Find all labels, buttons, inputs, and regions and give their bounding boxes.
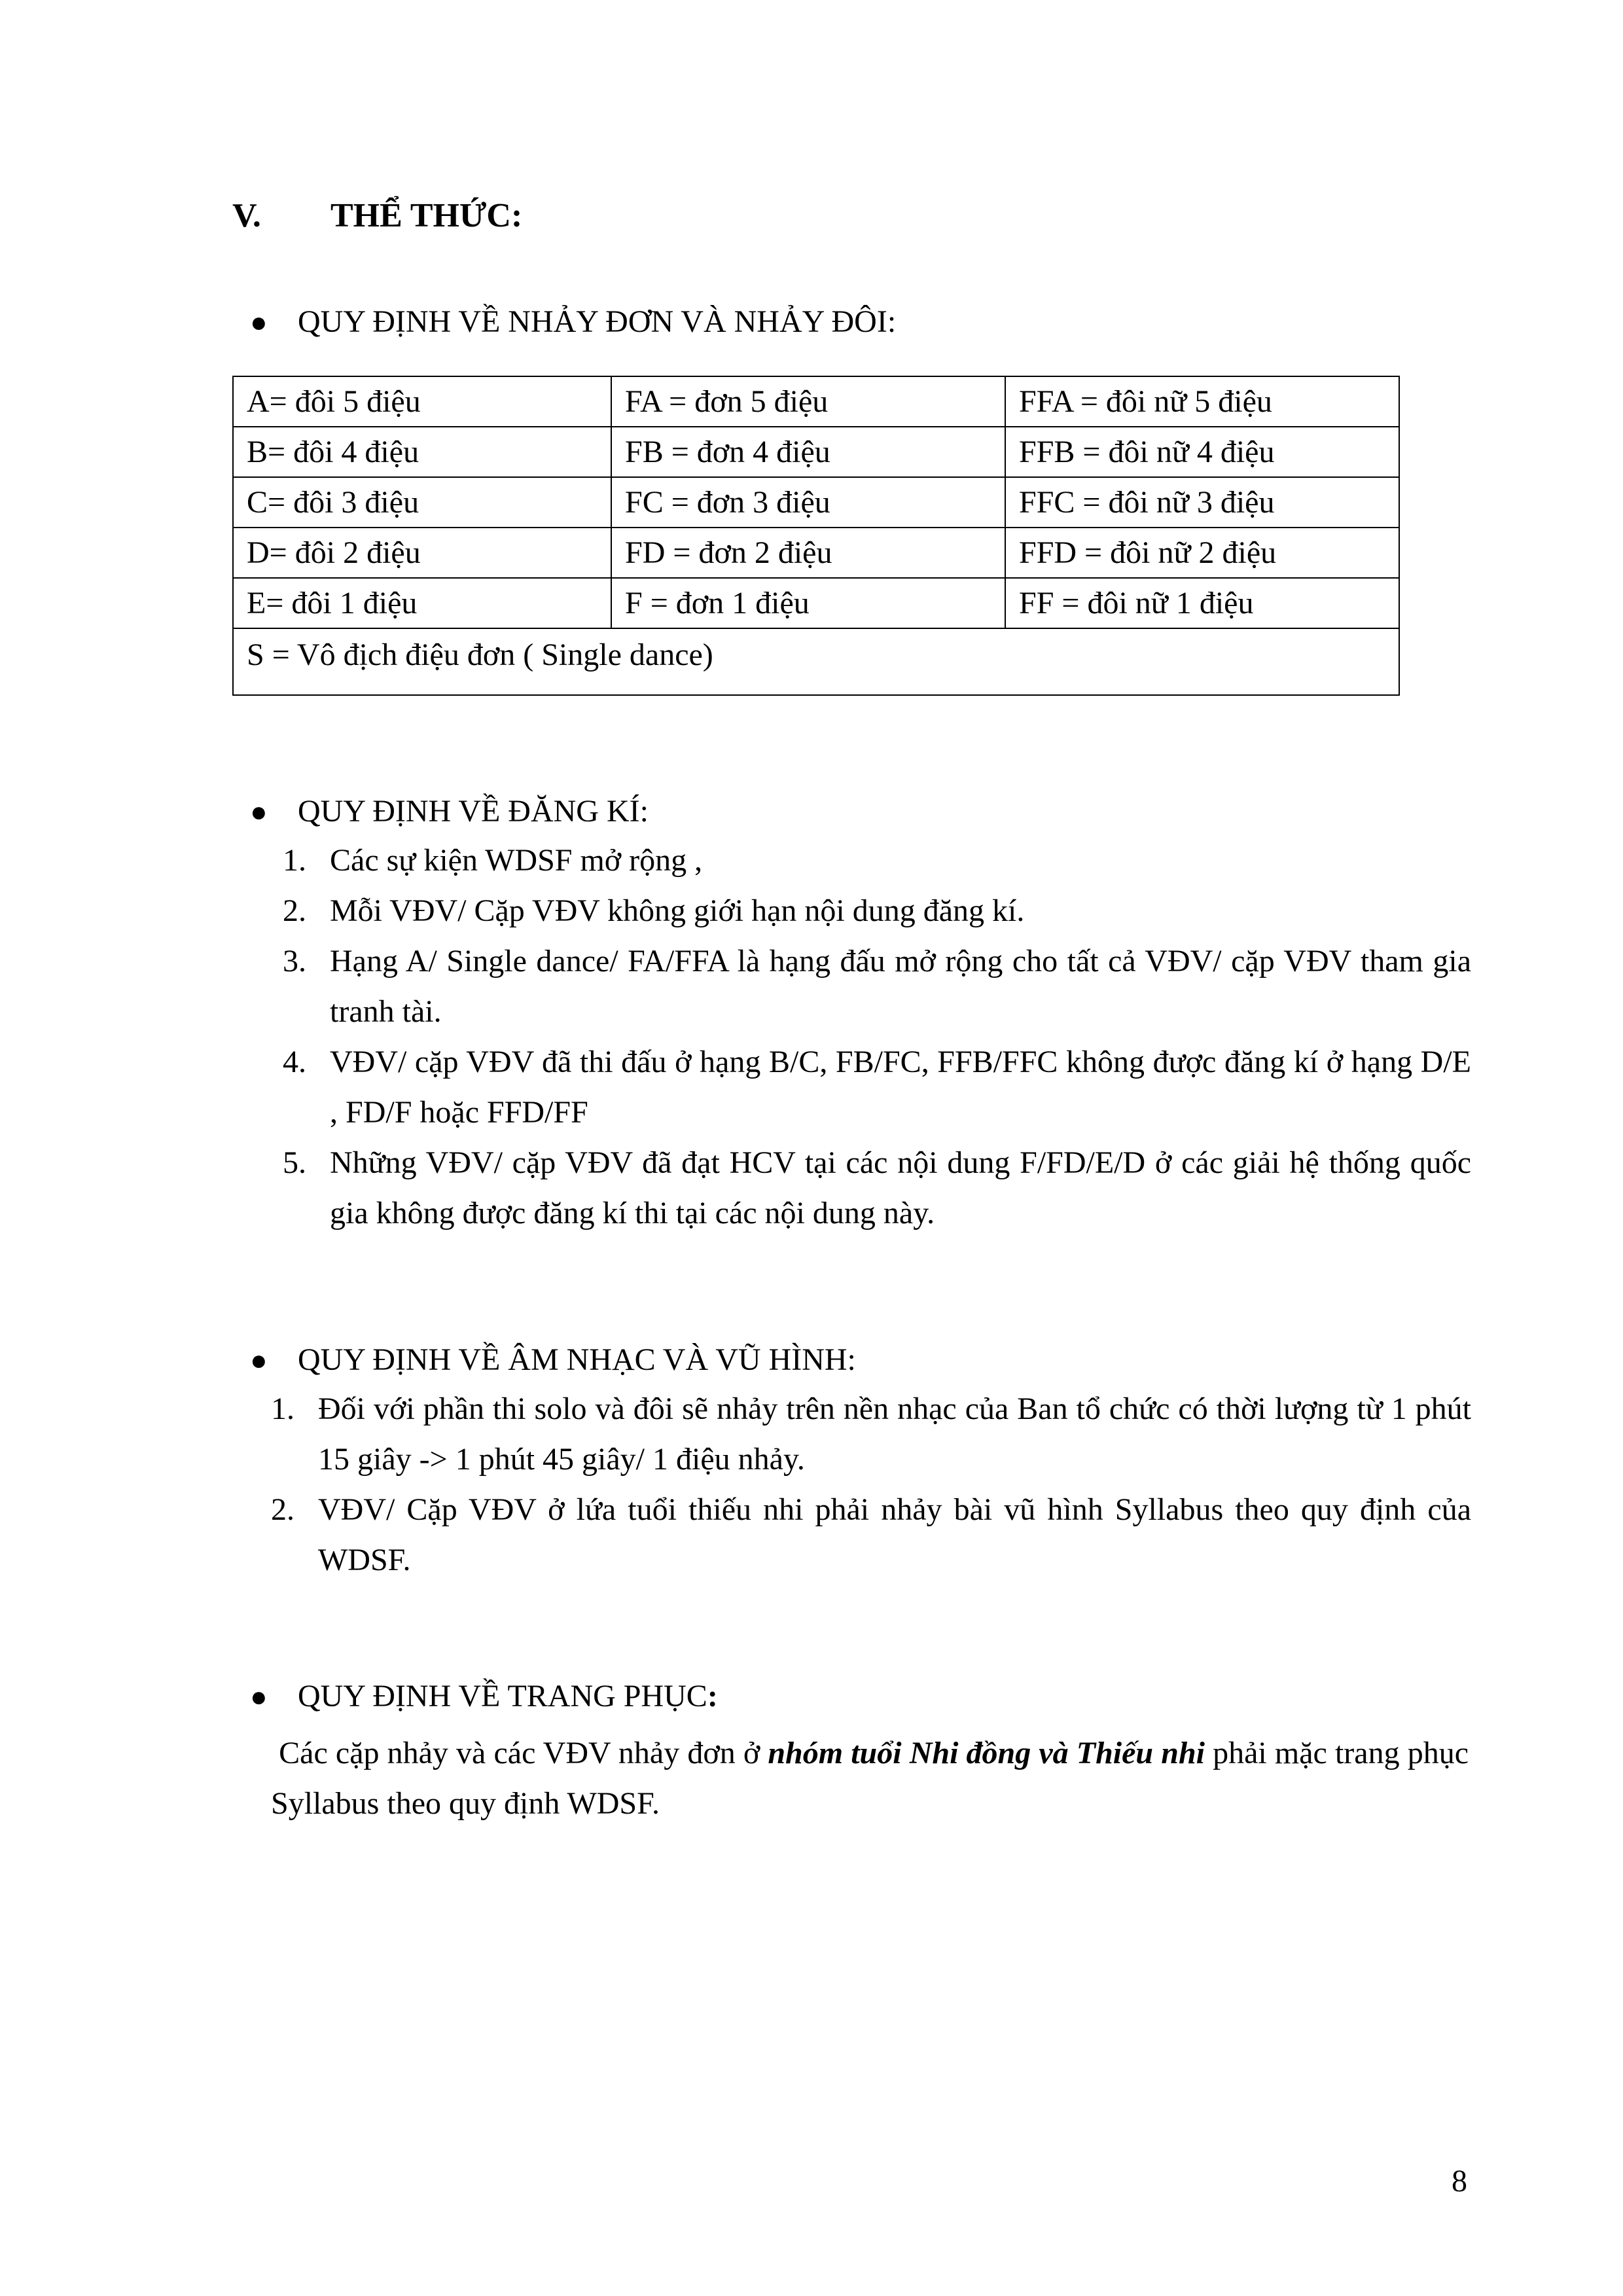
table-footer-cell: S = Vô địch điệu đơn ( Single dance) bbox=[233, 628, 1399, 695]
list-item-text: Mỗi VĐV/ Cặp VĐV không giới hạn nội dung đăng kí. bbox=[330, 893, 1025, 928]
list-item-text: Những VĐV/ cặp VĐV đã đạt HCV tại các nội dung F/FD/E/D ở các giải hệ thống quốc gia không được đăng kí thi tại các nội dung này. bbox=[330, 1145, 1471, 1230]
list-item bbox=[283, 835, 1471, 886]
music-rules-list bbox=[271, 1384, 1471, 1585]
table-cell: FF = đôi nữ 1 điệu bbox=[1005, 578, 1399, 628]
table-cell: F = đơn 1 điệu bbox=[611, 578, 1005, 628]
table-cell: E= đôi 1 điệu bbox=[233, 578, 611, 628]
table-cell: FD = đơn 2 điệu bbox=[611, 528, 1005, 578]
bullet-icon: ● bbox=[250, 306, 268, 338]
list-item-text: Hạng A/ Single dance/ FA/FFA là hạng đấu mở rộng cho tất cả VĐV/ cặp VĐV tham gia tranh tài. bbox=[330, 944, 1471, 1029]
table-cell: D= đôi 2 điệu bbox=[233, 528, 611, 578]
list-item bbox=[283, 1037, 1471, 1138]
table-cell: FA = đơn 5 điệu bbox=[611, 376, 1005, 427]
list-item-text: Các sự kiện WDSF mở rộng , bbox=[330, 843, 703, 878]
section3-title-text: QUY ĐỊNH VỀ ÂM NHẠC VÀ VŨ HÌNH: bbox=[298, 1342, 856, 1377]
list-item-text: VĐV/ cặp VĐV đã thi đấu ở hạng B/C, FB/FC, FFB/FFC không được đăng kí ở hạng D/E , FD/F hoặc FFD/FF bbox=[330, 1045, 1471, 1130]
table-row bbox=[233, 427, 1399, 477]
list-item-number: 3. bbox=[283, 944, 306, 978]
section-heading bbox=[232, 196, 522, 235]
list-item-text: Đối với phần thi solo và đôi sẽ nhảy trên nền nhạc của Ban tổ chức có thời lượng từ 1 phút 15 giây -> 1 phút 45 giây/ 1 điệu nhảy. bbox=[318, 1391, 1471, 1477]
table-row bbox=[233, 477, 1399, 528]
section4-title-text: QUY ĐỊNH VỀ TRANG PHỤC bbox=[298, 1679, 707, 1713]
registration-rules-list bbox=[283, 835, 1471, 1238]
table-cell: A= đôi 5 điệu bbox=[233, 376, 611, 427]
section-title: THỂ THỨC: bbox=[330, 197, 523, 234]
table-cell: FFD = đôi nữ 2 điệu bbox=[1005, 528, 1399, 578]
list-item-number: 2. bbox=[283, 893, 306, 928]
table-row bbox=[233, 578, 1399, 628]
table-footer-row bbox=[233, 628, 1399, 695]
table-cell: B= đôi 4 điệu bbox=[233, 427, 611, 477]
section2-title-text: QUY ĐỊNH VỀ ĐĂNG KÍ: bbox=[298, 794, 649, 829]
page-number: 8 bbox=[1452, 2164, 1467, 2198]
section1-title bbox=[250, 304, 896, 340]
table-row bbox=[233, 376, 1399, 427]
table-row bbox=[233, 528, 1399, 578]
bullet-icon: ● bbox=[250, 1344, 268, 1376]
list-item-number: 1. bbox=[271, 1391, 294, 1426]
list-item-text: VĐV/ Cặp VĐV ở lứa tuổi thiếu nhi phải nhảy bài vũ hình Syllabus theo quy định của WDSF. bbox=[318, 1492, 1471, 1577]
section3-title bbox=[250, 1342, 856, 1378]
table-cell: C= đôi 3 điệu bbox=[233, 477, 611, 528]
bullet-icon: ● bbox=[250, 796, 268, 828]
list-item bbox=[283, 1138, 1471, 1238]
costume-text-after: phải mặc trang phục Syllabus theo quy định WDSF. bbox=[271, 1736, 1469, 1821]
bullet-icon: ● bbox=[250, 1681, 268, 1713]
list-item bbox=[271, 1384, 1471, 1484]
table-cell: FFC = đôi nữ 3 điệu bbox=[1005, 477, 1399, 528]
list-item bbox=[271, 1484, 1471, 1585]
section2-title bbox=[250, 793, 649, 829]
list-item-number: 4. bbox=[283, 1045, 306, 1079]
table-cell: FFB = đôi nữ 4 điệu bbox=[1005, 427, 1399, 477]
table-cell: FB = đơn 4 điệu bbox=[611, 427, 1005, 477]
list-item-number: 5. bbox=[283, 1145, 306, 1180]
table-cell: FFA = đôi nữ 5 điệu bbox=[1005, 376, 1399, 427]
section4-title-colon: : bbox=[707, 1679, 718, 1713]
section4-title bbox=[250, 1678, 718, 1714]
section1-title-text: QUY ĐỊNH VỀ NHẢY ĐƠN VÀ NHẢY ĐÔI: bbox=[298, 304, 897, 339]
dance-category-table bbox=[232, 376, 1400, 696]
table-cell: FC = đơn 3 điệu bbox=[611, 477, 1005, 528]
costume-text-emphasis: nhóm tuổi Nhi đồng và Thiếu nhi bbox=[768, 1736, 1205, 1770]
costume-text-before: Các cặp nhảy và các VĐV nhảy đơn ở bbox=[279, 1736, 768, 1770]
list-item-number: 1. bbox=[283, 843, 306, 878]
section-number: V. bbox=[232, 197, 261, 234]
list-item bbox=[283, 886, 1471, 936]
list-item-number: 2. bbox=[271, 1492, 294, 1527]
list-item bbox=[283, 936, 1471, 1037]
costume-rule-paragraph bbox=[271, 1728, 1469, 1829]
